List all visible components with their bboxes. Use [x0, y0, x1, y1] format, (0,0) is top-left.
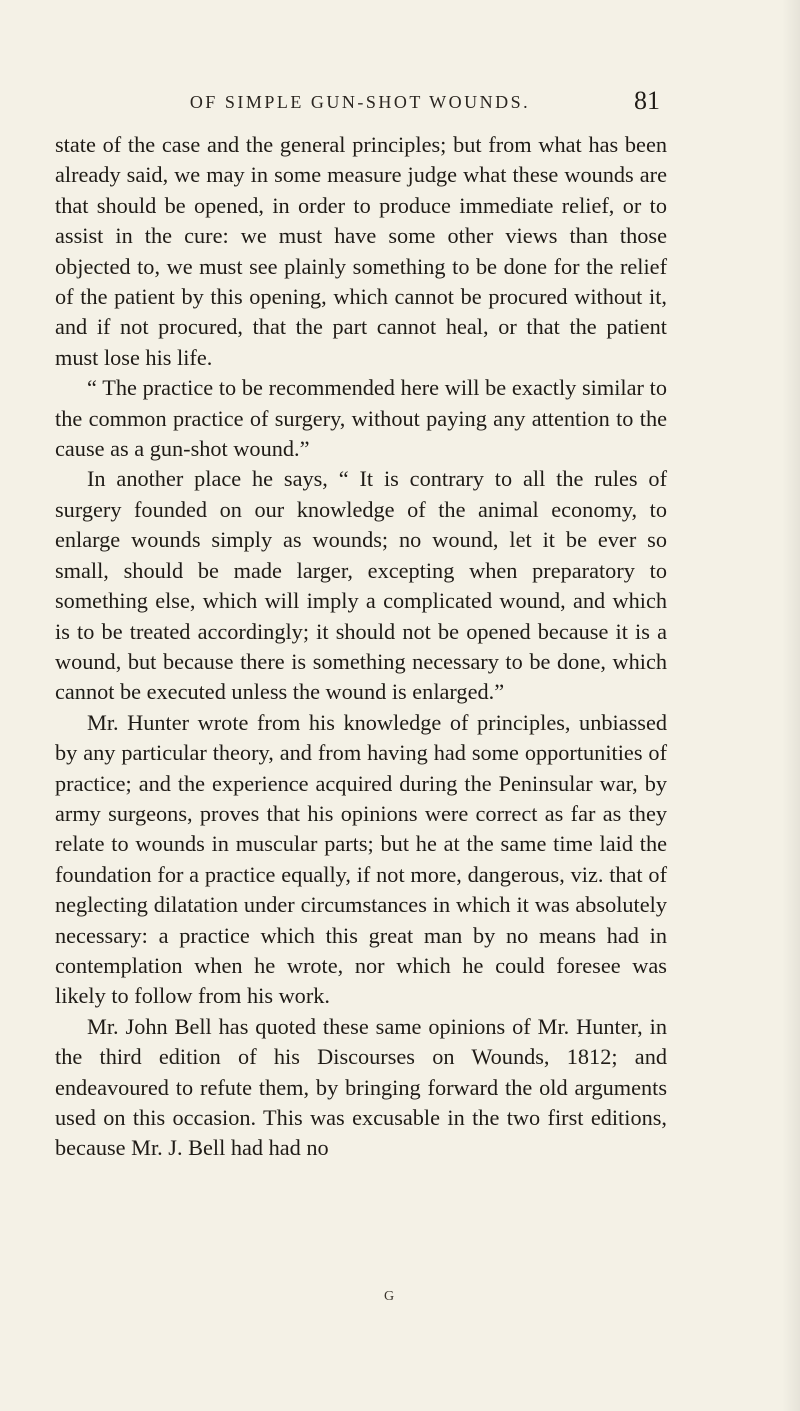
signature-mark: G — [384, 1289, 396, 1304]
paragraph-another-place: In another place he says, “ It is contrary to all the rules of surgery founded on our knowledge of the animal economy, to enlarge wounds simply as wounds; no wound, let it be ever so small, should be made larger, excepting when preparatory to something else, which will imply a complicated wound, and which is to be treated accordingly; it should not be opened because it is a wound, but because there is something necessary to be done, which cannot be executed unless the wound is enlarged.” — [55, 466, 667, 705]
body-text — [55, 130, 667, 1164]
page-number: 81 — [634, 86, 660, 115]
paragraph-continuation: state of the case and the general principles; but from what has been already said, we may in some measure judge what these wounds are that should be opened, in order to produce immediate relief, or to assist in the cure: we must have some other views than those objected to, we must see plainly something to be done for the relief of the patient by this opening, which cannot be procured without it, and if not procured, that the part cannot heal, or that the patient must lose his life. — [55, 132, 667, 370]
paragraph-quote: “ The practice to be recommended here will be exactly similar to the common practice of surgery, without paying any attention to the cause as a gun-shot wound.” — [55, 375, 667, 462]
paragraph-hunter: Mr. Hunter wrote from his knowledge of principles, unbiassed by any particular theory, and from having had some opportunities of practice; and the experience acquired during the Peninsular war, by army surgeons, proves that his opinions were correct as far as they relate to wounds in muscular parts; but he at the same time laid the foundation for a practice equally, if not more, dangerous, viz. that of neglecting dilatation under circumstances in which it was absolutely necessary: a practice which this great man by no means had in contemplation when he wrote, nor which he could foresee was likely to follow from his work. — [55, 709, 667, 1009]
page-edge-shadow — [782, 0, 800, 1411]
running-head: OF SIMPLE GUN-SHOT WOUNDS. — [189, 92, 531, 112]
paragraph-john-bell: Mr. John Bell has quoted these same opinions of Mr. Hunter, in the third edition of his Discourses on Wounds, 1812; and endeavoured to refute them, by bringing forward the old arguments used on this occasion. This was excusable in the two first editions, because Mr. J. Bell had had no — [55, 1013, 667, 1161]
